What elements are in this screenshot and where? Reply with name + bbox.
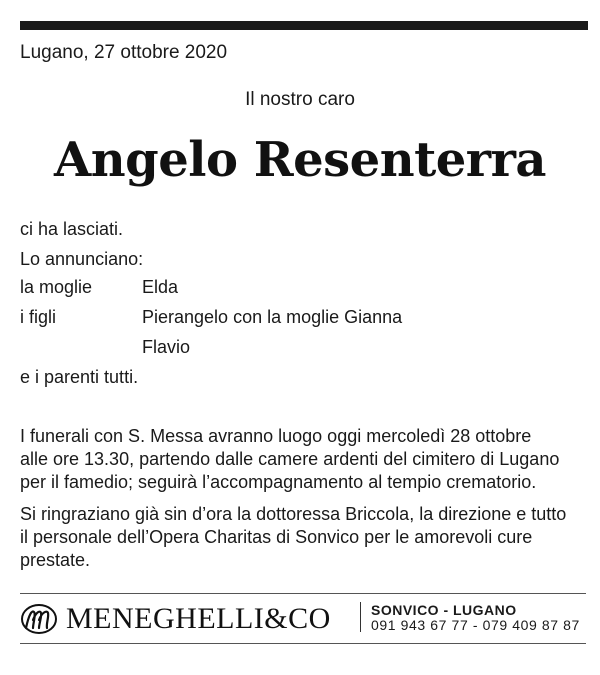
footer-rule-bottom bbox=[20, 643, 586, 644]
funeral-paragraph bbox=[20, 425, 585, 494]
relative-label: i figli bbox=[20, 307, 57, 327]
deceased-name: Angelo Resenterra bbox=[54, 132, 546, 188]
paragraph-line: alle ore 13.30, partendo dalle camere ardenti del cimitero di Lugano bbox=[20, 449, 560, 469]
paragraph-line: prestate. bbox=[20, 550, 91, 570]
announce-text: Lo annunciano: bbox=[20, 249, 144, 269]
location-text: SONVICO - LUGANO bbox=[371, 602, 517, 618]
funeral-home-footer bbox=[20, 600, 586, 640]
footer-rule-top bbox=[20, 593, 586, 594]
others-text: e i parenti tutti. bbox=[20, 367, 139, 387]
paragraph-line: per il famedio; seguirà l’accompagnamento al tempio crematorio. bbox=[20, 472, 537, 492]
relative-label: la moglie bbox=[20, 277, 93, 297]
paragraph-line: Si ringraziano già sin d’ora la dottoressa Briccola, la direzione e tutto bbox=[20, 504, 567, 524]
brand-name: MENEGHELLI&CO bbox=[66, 602, 331, 635]
left-us-text: ci ha lasciati. bbox=[20, 219, 124, 239]
relative-value: Pierangelo con la moglie Gianna bbox=[142, 307, 403, 327]
relative-value: Elda bbox=[142, 277, 179, 297]
phone-numbers: 091 943 67 77 - 079 409 87 87 bbox=[371, 617, 580, 633]
relative-value: Flavio bbox=[142, 337, 191, 357]
paragraph-line: il personale dell’Opera Charitas di Sonvico per le amorevoli cure bbox=[20, 527, 533, 547]
thanks-paragraph bbox=[20, 503, 585, 572]
paragraph-line: I funerali con S. Messa avranno luogo oggi mercoledì 28 ottobre bbox=[20, 426, 532, 446]
intro-text: Il nostro caro bbox=[245, 89, 355, 110]
footer-separator bbox=[360, 602, 361, 632]
mf-monogram-icon bbox=[20, 602, 58, 636]
top-rule bbox=[20, 21, 588, 30]
date-line: Lugano, 27 ottobre 2020 bbox=[20, 42, 228, 63]
